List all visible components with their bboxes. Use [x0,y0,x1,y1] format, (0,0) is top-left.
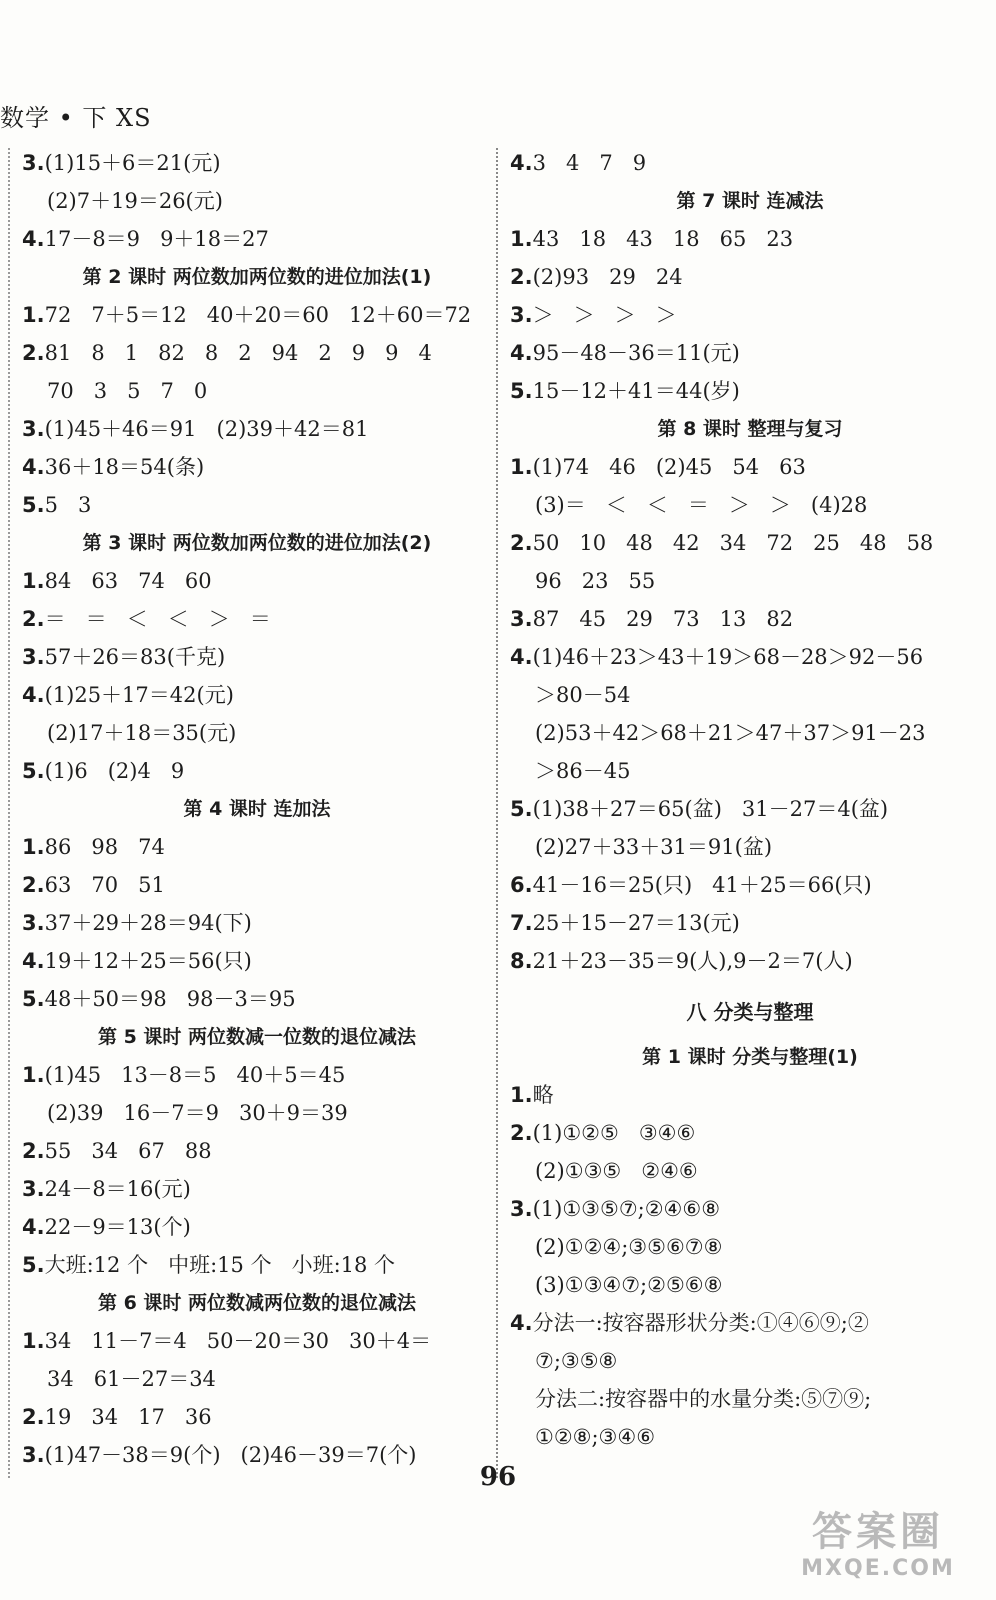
answer-item [22,942,492,980]
item-number: 3. [22,911,45,935]
item-number: 3. [22,1443,45,1467]
item-number: 2. [22,607,45,631]
answer-item [22,334,492,372]
item-number: 5. [510,379,533,403]
item-number: 3. [510,1197,533,1221]
answer-item [22,1132,492,1170]
item-number: 2. [22,1139,45,1163]
item-number: 1. [22,1063,45,1087]
answer-continuation: ①②⑧;③④⑥ [535,1425,656,1449]
answer-item [22,144,492,182]
answer-continuation: (2)7＋19＝26(元) [47,189,223,213]
page-number: 96 [479,1462,517,1492]
answer-item [22,1170,492,1208]
left-margin-rule [8,148,10,1478]
item-answer: 15－12＋41＝44(岁) [532,379,740,403]
item-answer: 87 45 29 73 13 82 [532,607,794,631]
item-answer: 大班:12 个 中班:15 个 小班:18 个 [44,1253,396,1277]
item-number: 2. [22,873,45,897]
item-number: 3. [22,151,45,175]
item-number: 1. [510,227,533,251]
item-number: 1. [22,835,45,859]
answer-item [22,866,492,904]
answer-item [22,410,492,448]
answer-continuation: 96 23 55 [535,569,656,593]
answer-item [510,638,990,676]
answer-continuation: (2)①②④;③⑤⑥⑦⑧ [535,1235,723,1259]
item-answer: 略 [532,1083,554,1107]
answer-continuation: 分法二:按容器中的水量分类:⑤⑦⑨; [535,1387,872,1411]
item-number: 5. [510,797,533,821]
chapter-title: 八 分类与整理 [686,1000,814,1024]
item-answer: 36＋18＝54(条) [44,455,205,479]
item-number: 2. [22,1405,45,1429]
item-number: 4. [22,949,45,973]
answer-item [510,448,990,486]
item-number: 1. [22,1329,45,1353]
item-number: 2. [510,265,533,289]
item-answer: (1)46＋23＞43＋19＞68－28＞92－56 [532,645,924,669]
answer-item [22,638,492,676]
item-answer: (1)25＋17＝42(元) [44,683,234,707]
answer-item [510,600,990,638]
item-number: 1. [22,569,45,593]
answer-continuation: (3)①③④⑦;②⑤⑥⑧ [535,1273,723,1297]
item-answer: (1)①③⑤⑦;②④⑥⑧ [532,1197,721,1221]
section-heading: 第 1 课时 分类与整理(1) [642,1046,858,1068]
item-answer: 21＋23－35＝9(人),9－2＝7(人) [532,949,853,973]
item-answer: 50 10 48 42 34 72 25 48 58 [532,531,934,555]
item-number: 6. [510,873,533,897]
section-heading: 第 5 课时 两位数减一位数的退位减法 [97,1026,417,1048]
item-answer: 72 7＋5＝12 40＋20＝60 12＋60＝72 [44,303,472,327]
answer-item [510,1114,990,1152]
answer-item [510,296,990,334]
item-answer: 22－9＝13(个) [44,1215,191,1239]
item-answer: ＞ ＞ ＞ ＞ [532,303,677,327]
answer-item [510,904,990,942]
answer-item [510,258,990,296]
answer-item [22,980,492,1018]
answer-continuation: (2)17＋18＝35(元) [47,721,237,745]
item-number: 5. [22,1253,45,1277]
item-answer: 86 98 74 [44,835,165,859]
answer-continuation: ⑦;③⑤⑧ [535,1349,618,1373]
item-answer: (1)①②⑤ ③④⑥ [532,1121,696,1145]
answer-continuation: (2)53＋42＞68＋21＞47＋37＞91－23 [535,721,926,745]
section-heading: 第 2 课时 两位数加两位数的进位加法(1) [82,266,432,288]
answer-item [22,220,492,258]
item-answer: 95－48－36＝11(元) [532,341,740,365]
answer-continuation: 70 3 5 7 0 [47,379,208,403]
answer-item [22,828,492,866]
left-column [22,144,492,1474]
item-answer: 81 8 1 82 8 2 94 2 9 9 4 [44,341,432,365]
answer-item [22,904,492,942]
answer-continuation: (2)①③⑤ ②④⑥ [535,1159,698,1183]
answer-item [510,1190,990,1228]
answer-item [510,942,990,980]
item-answer: (1)47－38＝9(个) (2)46－39＝7(个) [44,1443,417,1467]
item-answer: 57＋26＝83(千克) [44,645,226,669]
item-answer: 48＋50＝98 98－3＝95 [44,987,296,1011]
item-number: 2. [22,341,45,365]
item-answer: 17－8＝9 9＋18＝27 [44,227,269,251]
answer-item [22,1398,492,1436]
section-heading: 第 8 课时 整理与复习 [657,418,843,440]
item-answer: 分法一:按容器形状分类:①④⑥⑨;② [532,1311,869,1335]
item-answer: 37＋29＋28＝94(下) [44,911,252,935]
item-answer: (1)45 13－8＝5 40＋5＝45 [44,1063,346,1087]
item-number: 5. [22,987,45,1011]
answer-item [510,334,990,372]
item-number: 1. [510,1083,533,1107]
answer-item [22,676,492,714]
section-heading: 第 3 课时 两位数加两位数的进位加法(2) [82,532,432,554]
item-number: 1. [22,303,45,327]
item-number: 4. [510,151,533,175]
column-divider [496,148,498,1478]
item-number: 4. [22,227,45,251]
answer-item [22,448,492,486]
item-number: 4. [22,1215,45,1239]
item-number: 3. [22,417,45,441]
right-column [510,144,990,1456]
item-number: 1. [510,455,533,479]
item-answer: (1)74 46 (2)45 54 63 [532,455,806,479]
answer-item [510,1304,990,1342]
answer-item [22,1246,492,1284]
item-number: 3. [22,645,45,669]
answer-continuation: 34 61－27＝34 [47,1367,216,1391]
item-answer: 19 34 17 36 [44,1405,212,1429]
item-answer: 5 3 [44,493,92,517]
item-number: 4. [510,645,533,669]
item-answer: 19＋12＋25＝56(只) [44,949,252,973]
answer-item [510,524,990,562]
answer-item [22,1056,492,1094]
item-answer: (1)38＋27＝65(盆) 31－27＝4(盆) [532,797,889,821]
item-answer: 34 11－7＝4 50－20＝30 30＋4＝ [44,1329,432,1353]
item-number: 4. [510,341,533,365]
item-answer: (2)93 29 24 [532,265,683,289]
answer-item [510,866,990,904]
answer-item [22,296,492,334]
watermark-logo: 答案圈 MXQE.COM [801,1509,955,1581]
item-number: 2. [510,1121,533,1145]
answer-item [22,752,492,790]
item-answer: (1)45＋46＝91 (2)39＋42＝81 [44,417,369,441]
section-heading: 第 6 课时 两位数减两位数的退位减法 [97,1292,417,1314]
item-answer: 84 63 74 60 [44,569,212,593]
answer-item [22,1208,492,1246]
answer-continuation: (2)27＋33＋31＝91(盆) [535,835,773,859]
answer-continuation: ＞86－45 [535,759,631,783]
item-answer: 43 18 43 18 65 23 [532,227,794,251]
item-answer: 63 70 51 [44,873,165,897]
answer-continuation: (2)39 16－7＝9 30＋9＝39 [47,1101,348,1125]
item-number: 3. [22,1177,45,1201]
answer-item [510,790,990,828]
item-answer: (1)15＋6＝21(元) [44,151,221,175]
section-heading: 第 7 课时 连减法 [676,190,824,212]
item-answer: 25＋15－27＝13(元) [532,911,740,935]
item-answer: 55 34 67 88 [44,1139,212,1163]
item-number: 3. [510,607,533,631]
item-answer: ＝ ＝ ＜ ＜ ＞ ＝ [44,607,271,631]
answer-item [22,486,492,524]
answer-item [510,1076,990,1114]
answer-item [22,562,492,600]
item-number: 2. [510,531,533,555]
answer-continuation: ＞80－54 [535,683,631,707]
answer-item [22,600,492,638]
item-number: 7. [510,911,533,935]
item-number: 4. [22,683,45,707]
item-number: 8. [510,949,533,973]
page-header: 数学 • 下 XS [0,104,152,132]
answer-item [22,1322,492,1360]
item-answer: 41－16＝25(只) 41＋25＝66(只) [532,873,872,897]
answer-item [510,220,990,258]
item-number: 4. [510,1311,533,1335]
item-answer: 3 4 7 9 [532,151,647,175]
item-answer: 24－8＝16(元) [44,1177,191,1201]
item-number: 3. [510,303,533,327]
answer-continuation: (3)＝ ＜ ＜ ＝ ＞ ＞ (4)28 [535,493,868,517]
item-number: 5. [22,759,45,783]
answer-item [510,144,990,182]
answer-item [510,372,990,410]
item-number: 5. [22,493,45,517]
item-answer: (1)6 (2)4 9 [44,759,185,783]
section-heading: 第 4 课时 连加法 [183,798,331,820]
item-number: 4. [22,455,45,479]
